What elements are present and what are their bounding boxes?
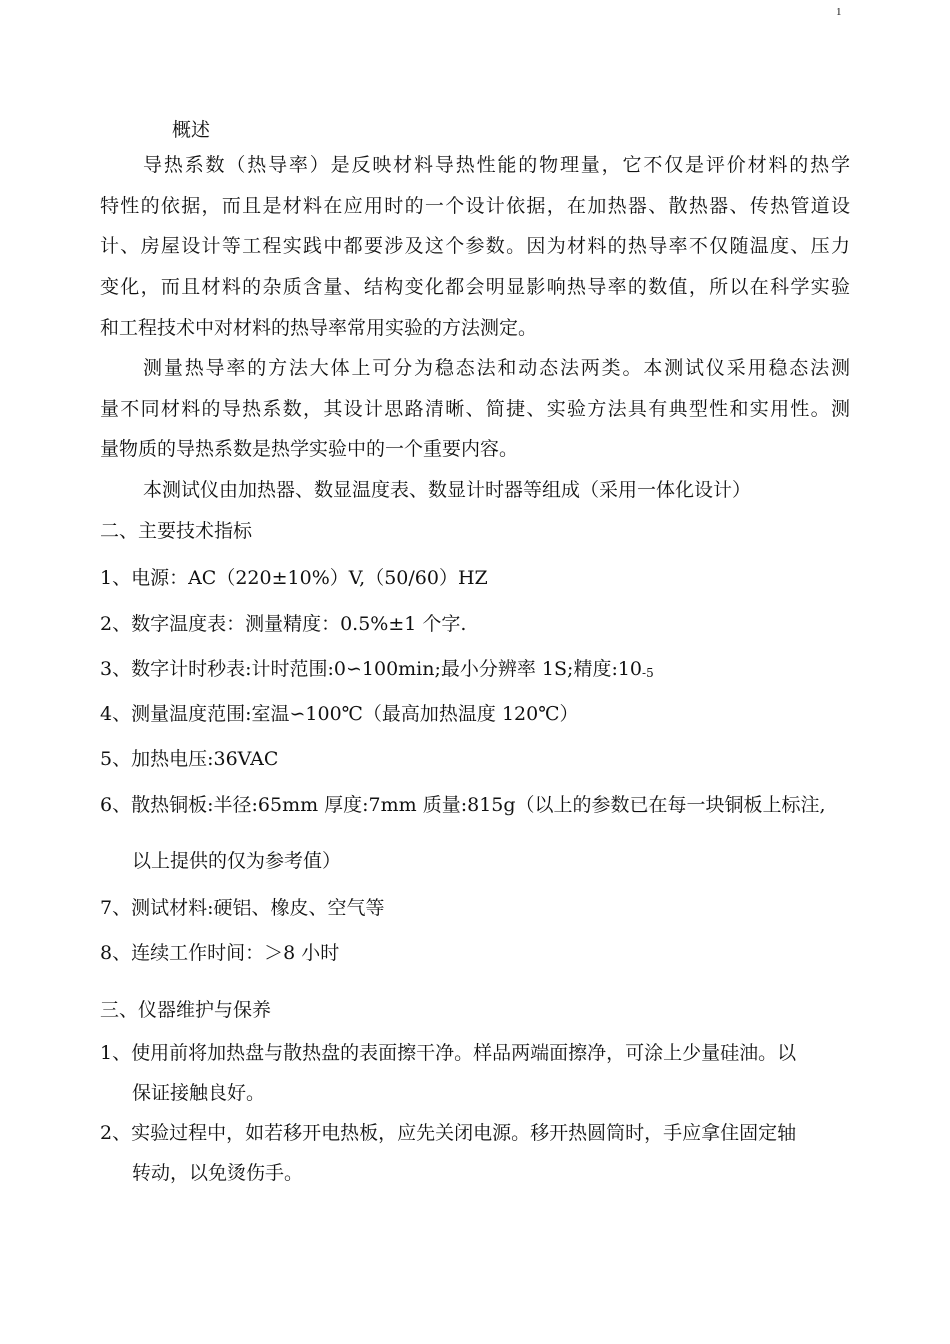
spec-item: 8、连续工作时间：＞8 小时 <box>100 942 340 964</box>
paragraph-line: 测量热导率的方法大体上可分为稳态法和动态法两类。本测试仪采用稳态法测 <box>143 357 850 379</box>
paragraph-line: 量物质的导热系数是热学实验中的一个重要内容。 <box>100 438 519 460</box>
specs-heading: 二、主要技术指标 <box>100 520 253 542</box>
maintenance-item-continuation: 保证接触良好。 <box>132 1082 266 1104</box>
page-number: 1 <box>836 6 842 18</box>
spec-item: 4、测量温度范围:室温∽100℃（最高加热温度 120℃） <box>100 703 579 725</box>
paragraph-line: 计、房屋设计等工程实践中都要涉及这个参数。因为材料的热导率不仅随温度、压力 <box>100 235 850 257</box>
maintenance-item: 2、实验过程中，如若移开电热板，应先关闭电源。移开热圆筒时，手应拿住固定轴 <box>100 1122 797 1144</box>
paragraph-line: 导热系数（热导率）是反映材料导热性能的物理量，它不仅是评价材料的热学 <box>143 154 850 176</box>
maintenance-heading: 三、仪器维护与保养 <box>100 999 272 1021</box>
spec-item: 6、散热铜板:半径:65mm 厚度:7mm 质量:815g（以上的参数已在每一块铜板上标注, <box>100 794 826 816</box>
paragraph-line: 量不同材料的导热系数，其设计思路清晰、简捷、实验方法具有典型性和实用性。测 <box>100 398 850 420</box>
spec-item: 1、电源：AC（220±10%）V,（50/60）HZ <box>100 567 488 589</box>
spec-item-exponent: -5 <box>642 666 654 680</box>
paragraph-line: 本测试仪由加热器、数显温度表、数显计时器等组成（采用一体化设计） <box>143 479 752 501</box>
paragraph-line: 和工程技术中对材料的热导率常用实验的方法测定。 <box>100 317 538 339</box>
spec-item-text: 3、数字计时秒表:计时范围:0∽100min;最小分辨率 1S;精度:10 <box>100 658 643 680</box>
paragraph-line: 变化，而且材料的杂质含量、结构变化都会明显影响热导率的数值，所以在科学实验 <box>100 276 850 298</box>
overview-heading: 概述 <box>172 119 211 141</box>
spec-item: 2、数字温度表：测量精度：0.5%±1 个字. <box>100 613 467 635</box>
maintenance-item: 1、使用前将加热盘与散热盘的表面擦干净。样品两端面擦净，可涂上少量硅油。以 <box>100 1042 797 1064</box>
paragraph-line: 特性的依据，而且是材料在应用时的一个设计依据，在加热器、散热器、传热管道设 <box>100 195 850 217</box>
maintenance-item-continuation: 转动，以免烫伤手。 <box>132 1162 304 1184</box>
spec-item: 7、测试材料:硬铝、橡皮、空气等 <box>100 897 385 919</box>
spec-item-continuation: 以上提供的仅为参考值） <box>132 850 342 872</box>
spec-item <box>100 657 654 685</box>
spec-item: 5、加热电压:36VAC <box>100 748 279 770</box>
